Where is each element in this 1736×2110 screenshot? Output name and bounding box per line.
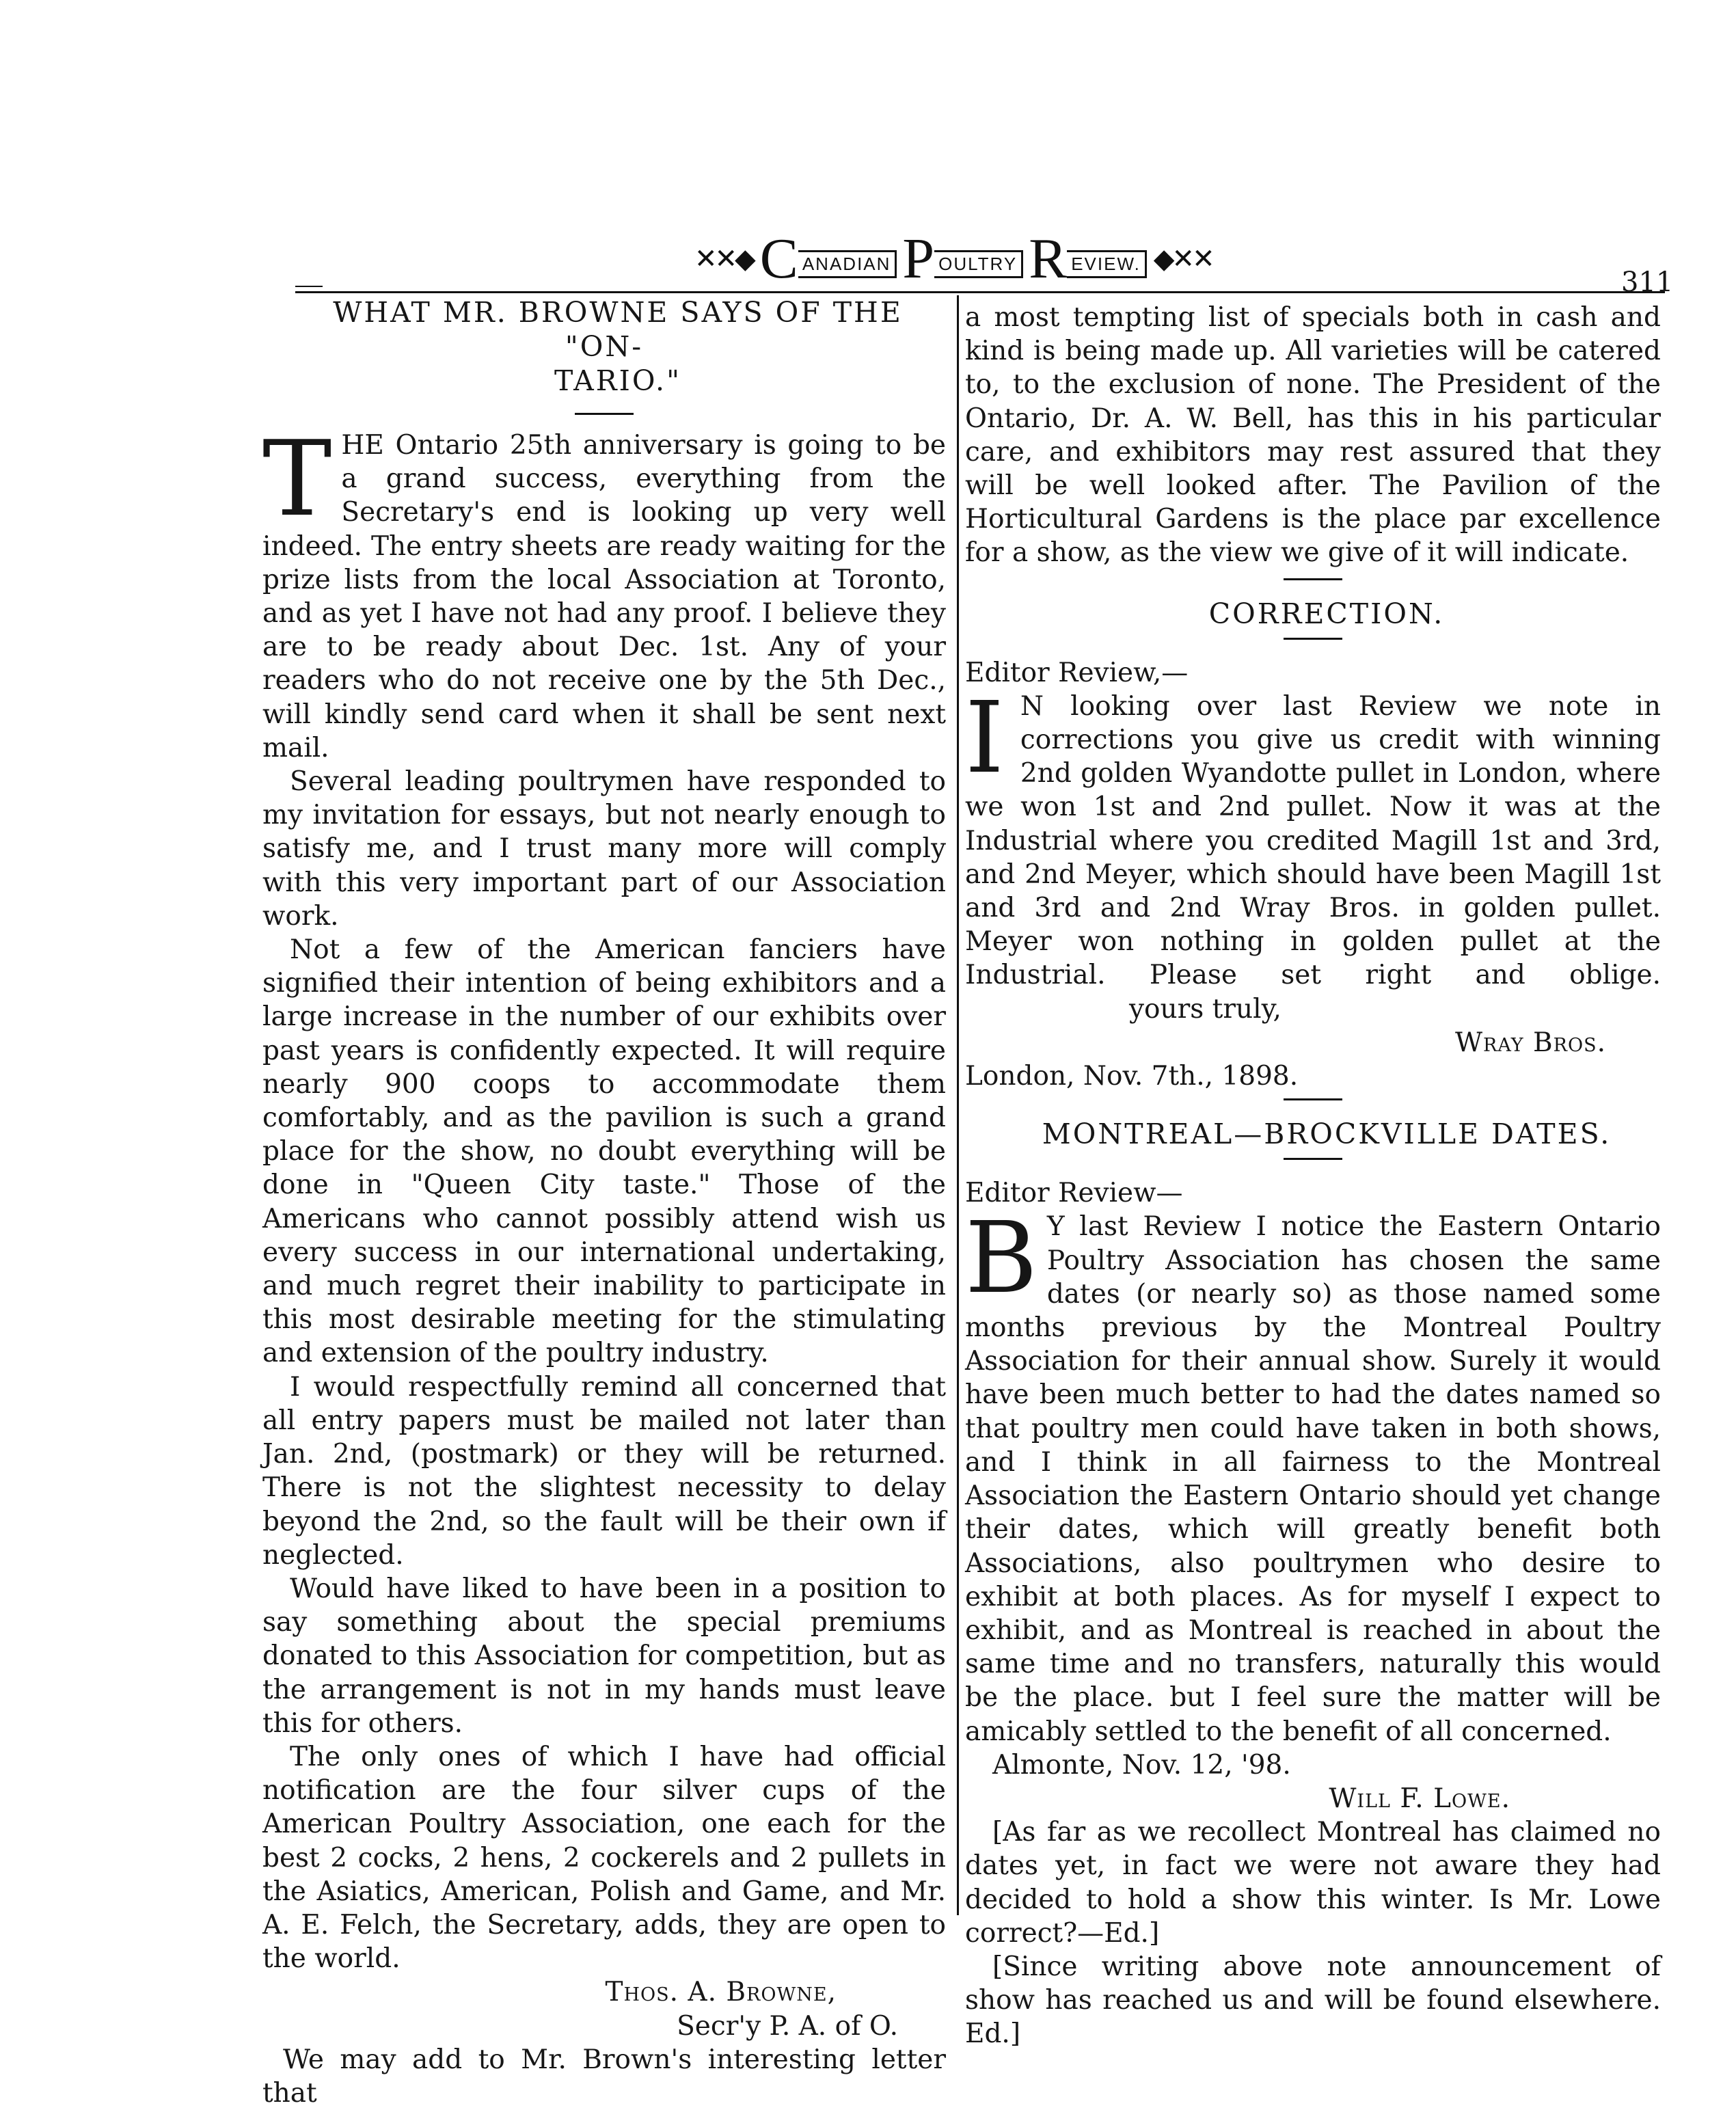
article-headline-line2: TARIO." bbox=[554, 364, 681, 397]
montreal-rule bbox=[1284, 1158, 1342, 1160]
article-paragraph-5: Would have liked to have been in a position to say something about the special premiums donated to this Association for competition, but as the arrangement is not in my hands must leave this for others. bbox=[262, 1573, 946, 1739]
ornament-left: ✕✕◆ bbox=[694, 244, 753, 274]
right-column bbox=[965, 301, 1661, 2051]
column-divider bbox=[957, 295, 959, 1915]
article-paragraph-3: Not a few of the American fanciers have signified their intention of being exhibitors and a large increase in the number of our exhibits over past years is confidently expected. It will require nearly 900 coops to accommodate them comfortably, and as the pavilion is such a grand place for the show, no doubt everything will be done in "Queen City taste." Those of the Americans who cannot possibly attend wish us every success in our international undertaking, and much regret their inability to participate in this most desirable meeting for the stimulating and extension of the poultry industry. bbox=[262, 934, 946, 1369]
montreal-body: B Y last Review I notice the Eastern Ontario Poultry Association has chosen the same dates (or nearly so) as those named some months previous by the Montreal Poultry Association for their annual show. Surely it would have been much better to had the dates named so that poultry men could have taken in both shows, and I think in all fairness to the Montreal Association the Eastern Ontario should yet change their dates, which will greatly benefit both Associations, also poultrymen who desire to exhibit at both places. As for myself I expect to exhibit, and as Montreal is reached in about the same time and no transfers, naturally this would be the place. but I feel sure the matter will be amicably settled to the benefit of all concerned. bbox=[965, 1200, 1661, 1747]
ornament-right: ◆✕✕ bbox=[1153, 244, 1212, 274]
left-column bbox=[262, 295, 946, 2110]
continued-paragraph: a most tempting list of specials both in cash and kind is being made up. All varieties will be catered to, to the exclusion of none. The President of the Ontario, Dr. A. W. Bell, has this in his particular care, and exhibitors may rest assured that they will be well looked after. The Pavilion of the Horticultural Gardens is the place par excellence for a show, as the view we give of it will indicate. bbox=[965, 302, 1661, 569]
editor-note-1: [As far as we recollect Montreal has claimed no dates yet, in fact we were not aware they had decided to hold a show this winter. Is Mr. Lowe correct?—Ed.] bbox=[965, 1817, 1661, 1949]
montreal-place-date: Almonte, Nov. 12, '98. bbox=[992, 1749, 1291, 1781]
montreal-headline: MONTREAL—BROCKVILLE DATES. bbox=[1042, 1118, 1612, 1151]
editor-note-2: [Since writing above note announcement of show has reached us and will be found elsewhere. Ed.] bbox=[965, 1951, 1661, 2050]
section-rule bbox=[1284, 578, 1342, 580]
masthead bbox=[690, 227, 1217, 290]
drop-cap-b: B bbox=[965, 1200, 1037, 1316]
correction-rule bbox=[1284, 638, 1342, 640]
header-rule-stub bbox=[295, 286, 323, 287]
correction-headline: CORRECTION. bbox=[1208, 597, 1445, 630]
article-paragraph-7: We may add to Mr. Brown's interesting letter that bbox=[262, 2044, 946, 2109]
correction-signature: Wray Bros. bbox=[1454, 1027, 1606, 1058]
montreal-signature: Will F. Lowe. bbox=[1329, 1783, 1510, 1814]
page-number: 311 bbox=[1621, 267, 1674, 298]
section-rule-2 bbox=[1284, 1098, 1342, 1100]
article-headline-line1: WHAT MR. BROWNE SAYS OF THE "ON- bbox=[333, 296, 903, 363]
article-paragraph-6: The only ones of which I have had official notification are the four silver cups of the American Poultry Association, one each for the best 2 cocks, 2 hens, 2 cockerels and 2 pullets in the Asiatics, American, Polish and Game, and Mr. A. E. Felch, the Secretary, adds, they are open to the world. bbox=[262, 1741, 946, 1975]
article-paragraph-1: T HE Ontario 25th anniversary is going to be a grand success, everything from the Secretary's end is looking up very well indeed. The entry sheets are ready waiting for the prize lists from the local Association at Toronto, and as yet I have not had any proof. I believe they are to be ready about Dec. 1st. Any of your readers who do not receive one by the 5th Dec., will kindly send card when it shall be sent next mail. bbox=[262, 418, 946, 763]
drop-cap-i: I bbox=[965, 679, 1004, 795]
signature-title: Secr'y P. A. of O. bbox=[677, 2010, 898, 2042]
header-rule bbox=[295, 291, 1665, 293]
correction-closing: yours truly, bbox=[1129, 993, 1281, 1025]
article-paragraph-2: Several leading poultrymen have responded to my invitation for essays, but not nearly enough to satisfy me, and I trust many more will comply with this very important part of our Association work. bbox=[262, 766, 946, 932]
masthead-word-canadian: C ANADIAN bbox=[760, 232, 897, 286]
masthead-word-poultry: P OULTRY bbox=[902, 232, 1023, 286]
correction-body: I N looking over last Review we note in corrections you give us credit with winning 2nd golden Wyandotte pullet in London, where we won 1st and 2nd pullet. Now it was at the Industrial where you credited Magill 1st and 3rd, and 2nd Meyer, which should have been Magill 1st and 3rd and 2nd Wray Bros. in golden pullet. Meyer won nothing in golden pullet at the Industrial. Please set right and oblige. yours truly, bbox=[965, 679, 1661, 1025]
article-paragraph-4: I would respectfully remind all concerned that all entry papers must be mailed not later than Jan. 2nd, (postmark) or they will be returned. There is not the slightest necessity to delay beyond the 2nd, so the fault will be their own if neglected. bbox=[262, 1371, 946, 1571]
headline-rule bbox=[575, 413, 634, 415]
montreal-salutation: Editor Review— bbox=[965, 1178, 1183, 1209]
signature-name: Thos. A. Browne, bbox=[605, 1977, 837, 2008]
correction-salutation: Editor Review,— bbox=[965, 657, 1189, 688]
correction-place-date: London, Nov. 7th., 1898. bbox=[965, 1061, 1299, 1092]
drop-cap-t: T bbox=[262, 418, 332, 539]
masthead-word-review: R EVIEW. bbox=[1029, 232, 1147, 286]
